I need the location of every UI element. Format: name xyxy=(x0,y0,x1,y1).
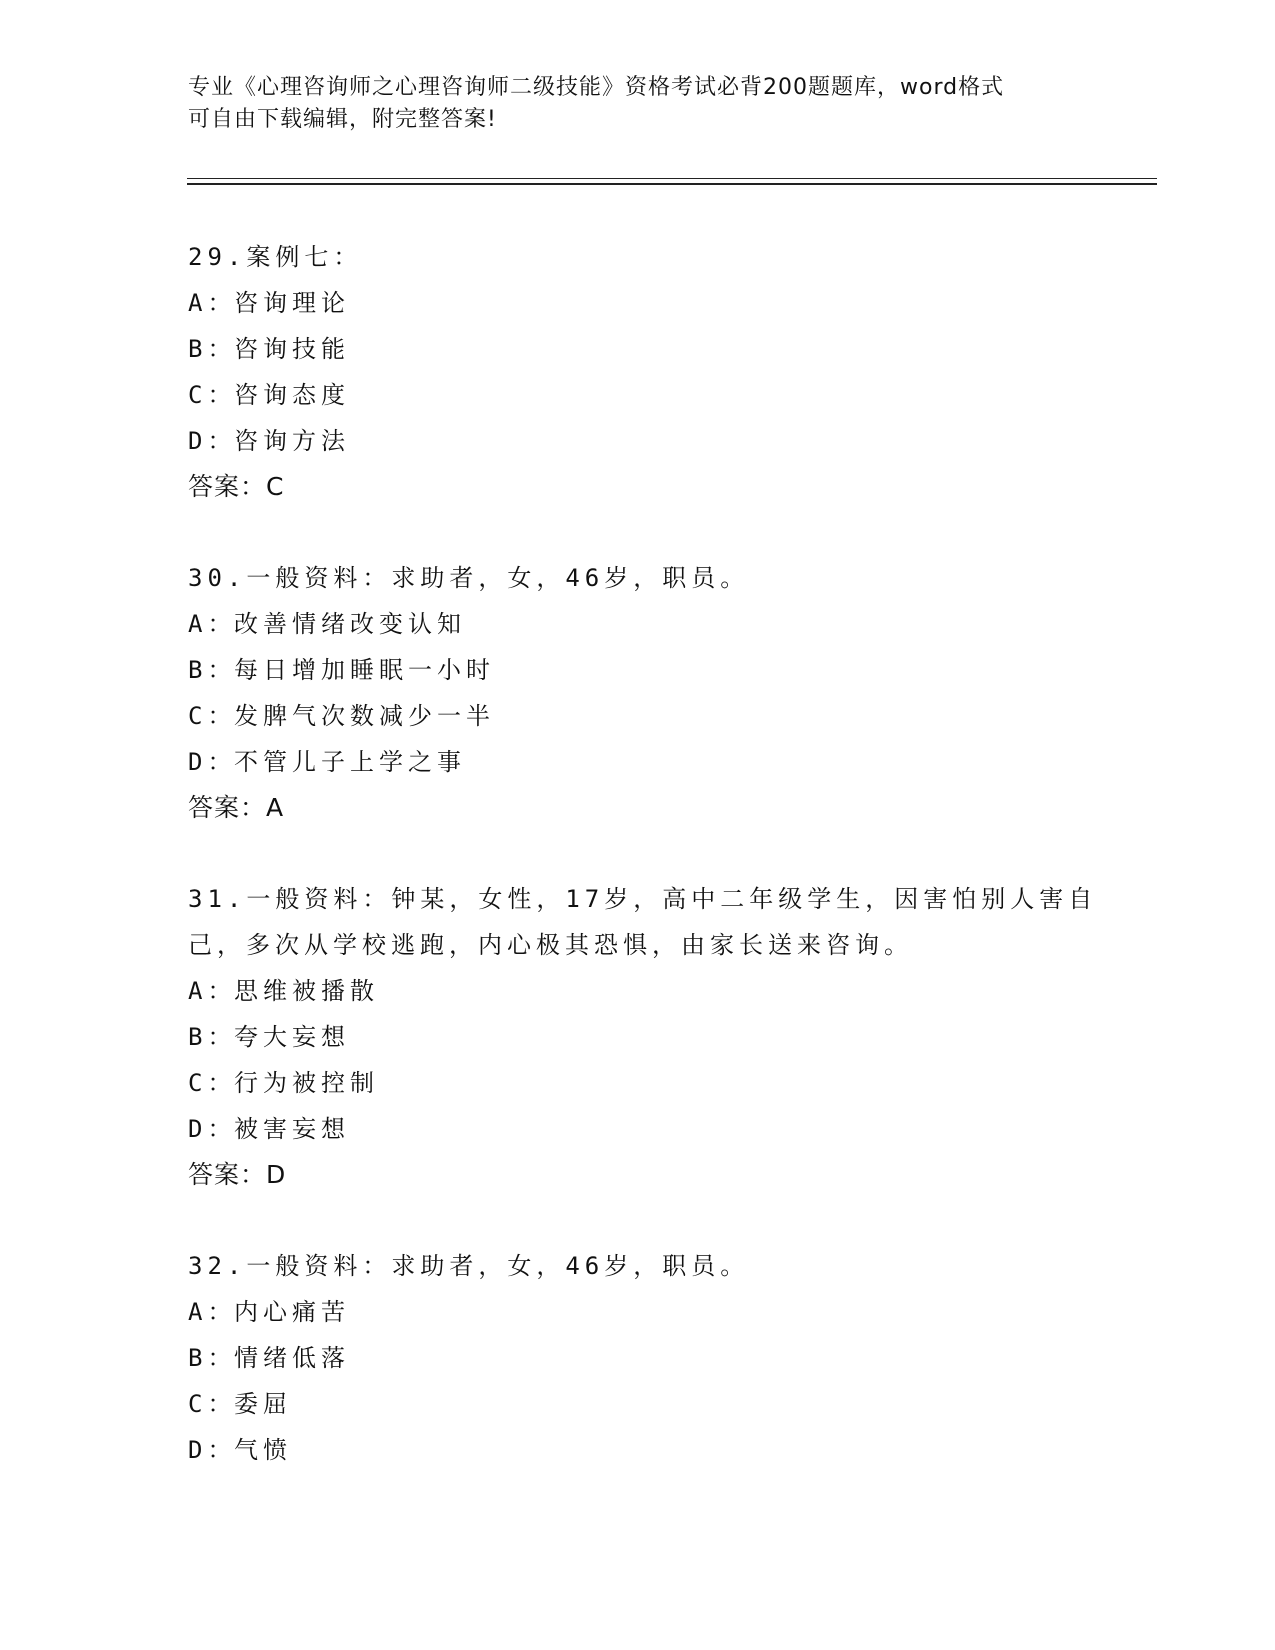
option-text: 被害妄想 xyxy=(234,1115,350,1143)
option-c xyxy=(188,1381,1128,1427)
option-text: 改善情绪改变认知 xyxy=(234,610,466,638)
option-d xyxy=(188,1427,1128,1473)
option-c xyxy=(188,693,1128,739)
option-letter: D： xyxy=(188,427,237,455)
question-stem: 32.一般资料：求助者，女，46岁，职员。 xyxy=(188,1252,750,1280)
option-text: 每日增加睡眠一小时 xyxy=(234,656,495,684)
option-letter: C： xyxy=(188,1390,237,1418)
option-a xyxy=(188,968,1128,1014)
option-letter: A： xyxy=(188,289,237,317)
option-c xyxy=(188,372,1128,418)
option-text: 内心痛苦 xyxy=(234,1298,350,1326)
option-text: 咨询理论 xyxy=(234,289,350,317)
option-letter: A： xyxy=(188,1298,237,1326)
header-line-1: 专业《心理咨询师之心理咨询师二级技能》资格考试必背200题题库，word格式 xyxy=(188,75,1005,100)
option-text: 夸大妄想 xyxy=(234,1023,350,1051)
option-c xyxy=(188,1060,1128,1106)
option-letter: A： xyxy=(188,610,237,638)
question-stem: 31.一般资料：钟某，女性，17岁，高中二年级学生，因害怕别人害自己，多次从学校逃跑，内心极其恐惧，由家长送来咨询。 xyxy=(188,885,1098,959)
option-letter: D： xyxy=(188,748,237,776)
option-text: 思维被播散 xyxy=(234,977,379,1005)
question-31 xyxy=(188,876,1128,1198)
option-letter: C： xyxy=(188,381,237,409)
question-29 xyxy=(188,234,1128,510)
option-b xyxy=(188,326,1128,372)
option-d xyxy=(188,418,1128,464)
answer-label: 答案：D xyxy=(188,1160,287,1189)
question-32 xyxy=(188,1243,1128,1473)
option-letter: A： xyxy=(188,977,237,1005)
option-text: 情绪低落 xyxy=(234,1344,350,1372)
option-text: 咨询方法 xyxy=(234,427,350,455)
option-letter: B： xyxy=(188,1023,237,1051)
option-letter: B： xyxy=(188,335,237,363)
option-text: 咨询技能 xyxy=(234,335,350,363)
option-letter: B： xyxy=(188,656,237,684)
option-letter: B： xyxy=(188,1344,237,1372)
header-divider-bottom xyxy=(187,183,1157,185)
option-text: 不管儿子上学之事 xyxy=(234,748,466,776)
answer-label: 答案：C xyxy=(188,472,285,501)
option-text: 委屈 xyxy=(234,1390,292,1418)
option-b xyxy=(188,647,1128,693)
option-a xyxy=(188,601,1128,647)
question-stem: 29.案例七： xyxy=(188,243,363,271)
option-text: 发脾气次数减少一半 xyxy=(234,702,495,730)
option-b xyxy=(188,1335,1128,1381)
question-stem: 30.一般资料：求助者，女，46岁，职员。 xyxy=(188,564,750,592)
option-a xyxy=(188,280,1128,326)
document-header xyxy=(188,72,1088,136)
option-letter: D： xyxy=(188,1436,237,1464)
option-text: 咨询态度 xyxy=(234,381,350,409)
option-text: 气愤 xyxy=(234,1436,292,1464)
option-b xyxy=(188,1014,1128,1060)
header-divider-top xyxy=(187,178,1157,179)
question-30 xyxy=(188,555,1128,831)
option-d xyxy=(188,739,1128,785)
header-line-2: 可自由下载编辑，附完整答案! xyxy=(188,107,497,132)
option-letter: C： xyxy=(188,702,237,730)
option-text: 行为被控制 xyxy=(234,1069,379,1097)
option-a xyxy=(188,1289,1128,1335)
option-d xyxy=(188,1106,1128,1152)
option-letter: C： xyxy=(188,1069,237,1097)
option-letter: D： xyxy=(188,1115,237,1143)
answer-label: 答案：A xyxy=(188,793,285,822)
